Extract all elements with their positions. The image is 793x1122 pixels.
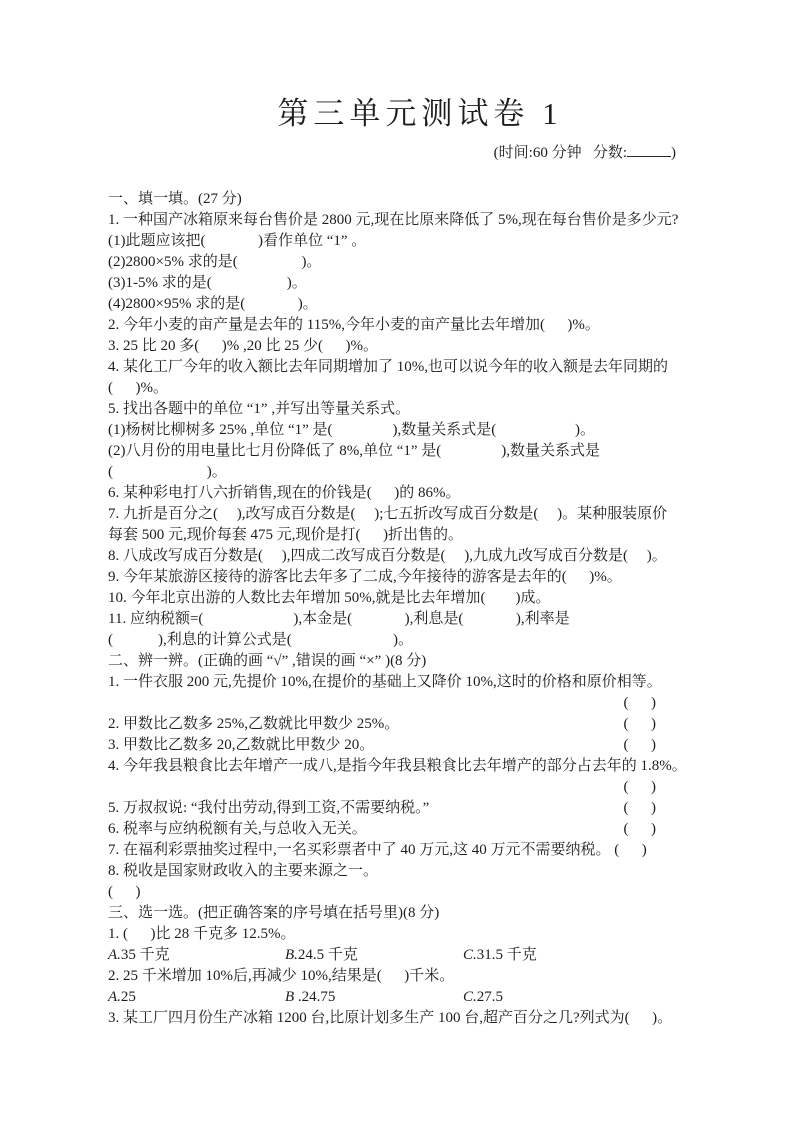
question-line: [108, 798, 678, 819]
question-line: [108, 630, 678, 651]
page-title: 第三单元测试卷 1: [277, 96, 563, 131]
line-text: (2)八月份的用电量比七月份降低了 8%,单位 “1” 是( ),数量关系式是: [108, 443, 601, 459]
question-line: [108, 504, 678, 525]
line-text: (3)1-5% 求的是( )。: [108, 275, 307, 291]
question-line: [108, 336, 678, 357]
line-text: (1)杨树比柳树多 25% ,单位 “1” 是( ),数量关系式是( )。: [108, 422, 596, 438]
question-line: [108, 357, 678, 378]
line-text: 每套 500 元,现价每套 475 元,现价是打( )折出售的。: [108, 527, 463, 543]
question-line: [108, 672, 678, 693]
line-text: 1. ( )比 28 千克多 12.5%。: [108, 926, 296, 942]
line-text: 6. 某种彩电打八六折销售,现在的价钱是( )的 86%。: [108, 485, 461, 501]
question-line: [108, 819, 678, 840]
question-line: [108, 252, 678, 273]
answer-bracket: ( ): [623, 821, 656, 837]
line-text: 3. 某工厂四月份生产冰箱 1200 台,比原计划多生产 100 台,超产百分之几?列式为( )。: [108, 1010, 673, 1026]
option-choice: B .24.75: [285, 989, 336, 1005]
line-text: ( )。: [108, 464, 227, 480]
question-line: [108, 861, 678, 882]
score-blank-line: [627, 142, 671, 157]
line-text: 3. 25 比 20 多( )% ,20 比 25 少( )%。: [108, 338, 378, 354]
question-line: [108, 966, 678, 987]
line-text: 7. 在福利彩票抽奖过程中,一名买彩票者中了 40 万元,这 40 万元不需要纳税。 ( ): [108, 842, 647, 858]
line-text: 2. 甲数比乙数多 25%,乙数就比甲数少 25%。: [108, 716, 400, 732]
question-line: [108, 525, 678, 546]
question-line: [108, 609, 678, 630]
question-line: [108, 420, 678, 441]
line-text: ( ): [623, 695, 656, 711]
options-row: [108, 987, 678, 1008]
line-text: 10. 今年北京出游的人数比去年增加 50%,就是比去年增加( )成。: [108, 590, 551, 606]
answer-bracket-line: [108, 693, 678, 714]
option-choice: C.27.5: [463, 989, 504, 1005]
question-line: [108, 546, 678, 567]
line-text: 4. 某化工厂今年的收入额比去年同期增加了 10%,也可以说今年的收入额是去年同期的: [108, 359, 668, 375]
line-text: ( )%。: [108, 380, 168, 396]
line-text: (2)2800×5% 求的是( )。: [108, 254, 322, 270]
meta-close-paren: ): [671, 145, 676, 161]
question-line: [108, 714, 678, 735]
line-text: 2. 今年小麦的亩产量是去年的 115%,今年小麦的亩产量比去年增加( )%。: [108, 317, 600, 333]
line-text: 二、辨一辨。(正确的画 “√” ,错误的画 “×” )(8 分): [108, 653, 427, 669]
question-line: [108, 378, 678, 399]
meta-time-score-label: (时间:60 分钟 分数:: [493, 145, 627, 161]
question-line: [108, 567, 678, 588]
line-text: 一、填一填。(27 分): [108, 191, 242, 207]
question-line: [108, 1008, 678, 1029]
answer-bracket-line: [108, 777, 678, 798]
question-line: [108, 735, 678, 756]
line-text: (4)2800×95% 求的是( )。: [108, 296, 318, 312]
question-line: [108, 399, 678, 420]
question-line: [108, 315, 678, 336]
question-line: [108, 294, 678, 315]
line-text: 8. 税收是国家财政收入的主要来源之一。: [108, 863, 379, 879]
line-text: 1. 一件衣服 200 元,先提价 10%,在提价的基础上又降价 10%,这时的价格和原价相等。: [108, 674, 662, 690]
line-text: 5. 万叔叔说: “我付出劳动,得到工资,不需要纳税。”: [108, 800, 430, 816]
question-line: [108, 840, 678, 861]
line-text: 3. 甲数比乙数多 20,乙数就比甲数少 20。: [108, 737, 375, 753]
answer-bracket: ( ): [623, 737, 656, 753]
question-line: [108, 924, 678, 945]
question-line: [108, 588, 678, 609]
line-text: 7. 九折是百分之( ),改写成百分数是( );七五折改写成百分数是( )。某种服装原价: [108, 506, 668, 522]
question-line: [108, 756, 687, 777]
question-line: [108, 882, 678, 903]
option-choice: B.24.5 千克: [285, 947, 358, 963]
header-meta: [108, 142, 678, 163]
line-text: ( ): [108, 884, 141, 900]
line-text: 9. 今年某旅游区接待的游客比去年多了二成,今年接待的游客是去年的( )%。: [108, 569, 622, 585]
option-choice: A.25: [108, 989, 136, 1005]
option-choice: C.31.5 千克: [463, 947, 537, 963]
line-text: 2. 25 千米增加 10%后,再减少 10%,结果是( )千米。: [108, 968, 455, 984]
line-text: 5. 找出各题中的单位 “1” ,并写出等量关系式。: [108, 401, 411, 417]
line-text: 6. 税率与应纳税额有关,与总收入无关。: [108, 821, 367, 837]
answer-bracket: ( ): [623, 800, 656, 816]
option-choice: A.35 千克: [108, 947, 170, 963]
line-text: 三、选一选。(把正确答案的序号填在括号里)(8 分): [108, 905, 440, 921]
question-line: [108, 210, 678, 231]
line-text: 8. 八成改写成百分数是( ),四成二改写成百分数是( ),九成九改写成百分数是( )。: [108, 548, 667, 564]
question-line: [108, 231, 678, 252]
question-line: [108, 462, 678, 483]
section-heading: [108, 189, 678, 210]
line-text: 4. 今年我县粮食比去年增产一成八,是指今年我县粮食比去年增产的部分占去年的 1.8%。: [108, 758, 687, 774]
line-text: (1)此题应该把( )看作单位 “1” 。: [108, 233, 367, 249]
page-content: [108, 0, 687, 1029]
line-text: 11. 应纳税额=( ),本金是( ),利息是( ),利率是: [108, 611, 570, 627]
question-line: [108, 441, 678, 462]
question-line: [108, 273, 678, 294]
line-text: 1. 一种国产冰箱原来每台售价是 2800 元,现在比原来降低了 5%,现在每台售价是多少元?: [108, 212, 679, 228]
question-line: [108, 483, 678, 504]
answer-bracket: ( ): [623, 716, 656, 732]
line-text: ( ),利息的计算公式是( )。: [108, 632, 413, 648]
options-row: [108, 945, 678, 966]
section-heading: [108, 903, 678, 924]
body-lines: [108, 189, 687, 1029]
line-text: ( ): [623, 779, 656, 795]
section-heading: [108, 651, 678, 672]
